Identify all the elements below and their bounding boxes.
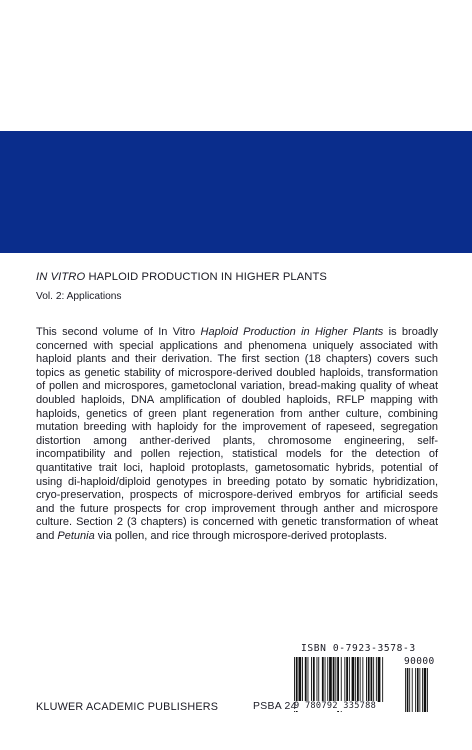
barcode-addon-bar — [424, 668, 427, 712]
barcode-bar — [362, 657, 363, 702]
description-italic-petunia: Petunia — [57, 529, 95, 542]
barcode-addon-bar — [419, 668, 420, 712]
barcode-bar — [346, 657, 348, 702]
barcode-bar — [325, 657, 326, 702]
barcode-bar — [376, 657, 377, 702]
barcode-bar — [378, 657, 381, 702]
barcode-addon-bar — [412, 668, 413, 712]
barcode-bar — [357, 657, 359, 702]
book-title-italic: IN VITRO — [36, 271, 86, 283]
book-title-rest: HAPLOID PRODUCTION IN HIGHER PLANTS — [85, 271, 327, 283]
barcode-bar — [366, 657, 367, 702]
barcode-bar — [313, 657, 315, 702]
barcode-addon-bar — [405, 668, 406, 712]
barcode-bar — [299, 657, 302, 702]
barcode-addon-bar — [407, 668, 409, 712]
barcode-bar — [368, 657, 370, 702]
barcode-bar — [302, 657, 303, 702]
barcode-addon-number: 90000 — [404, 656, 435, 667]
barcode-addon-bar — [415, 668, 416, 712]
barcode-bar — [322, 657, 324, 702]
barcode-bar — [371, 657, 373, 702]
description-paragraph — [36, 326, 438, 544]
barcode-bar — [355, 657, 356, 702]
barcode-bar — [318, 657, 319, 702]
barcode-addon-bar — [422, 668, 423, 712]
cover-color-band — [0, 131, 472, 253]
description-text-3: via pollen, and rice through microspore-derived protoplasts. — [94, 529, 387, 542]
barcode-bar — [333, 657, 335, 702]
isbn-label: ISBN 0-7923-3578-3 — [301, 643, 416, 654]
barcode-bar — [360, 657, 361, 702]
description-text-2: is broadly concerned with special applications and phenomena uniquely associated with haploid plants and their derivation. The first section (18 chapters) covers such topics as genetic stability of microspore-derived doubled haploids, transformation of pollen and microspores, gametoclonal variation, bread-making quality of wheat doubled haploids, DNA amplification of doubled haploids, RFLP mapping with haploids, genetics of green plant regeneration from anther culture, combining mutation breeding with haploidy for the improvement of rapeseed, segregation distortion among anther-derived plants, chromosome engineering, self-incompatibility and pollen rejection, statistical models for the detection of quantitative trait loci, haploid protoplasts, gametosomatic hybrids, potential of using di-haploid/diploid genotypes in breeding potato by somatic hybridization, cryo-preservation, prospects of microspore-derived embryos for artificial seeds and the future prospects for crop improvement through anther and microspore culture. Section 2 (3 chapters) is concerned with genetic transformation of wheat and — [36, 326, 438, 542]
barcode-addon-bar — [409, 668, 410, 712]
description-italic-title: Haploid Production in Higher Plants — [200, 326, 384, 338]
barcode-bar — [327, 657, 328, 702]
barcode-bar — [308, 657, 309, 702]
barcode-addon-bar — [427, 668, 428, 712]
book-title — [36, 271, 327, 283]
barcode-bar — [329, 657, 332, 702]
barcode-bar — [382, 657, 383, 702]
barcode-bar — [344, 657, 345, 702]
barcode-bar — [352, 657, 355, 702]
description-text-1: This second volume of In Vitro — [36, 326, 201, 338]
barcode-bar — [373, 657, 374, 702]
volume-subtitle: Vol. 2: Applications — [36, 291, 122, 302]
barcode-bar — [335, 657, 336, 702]
barcode-bar — [311, 657, 312, 702]
barcode-bar — [317, 657, 318, 702]
barcode-addon-bar — [417, 668, 419, 712]
barcode-bar — [305, 657, 307, 702]
barcode-ean-number: 9 780792 335788 — [294, 701, 377, 711]
barcode-bar — [349, 657, 350, 702]
publisher-name: KLUWER ACADEMIC PUBLISHERS — [36, 701, 219, 713]
series-code: PSBA 24 — [253, 701, 297, 712]
